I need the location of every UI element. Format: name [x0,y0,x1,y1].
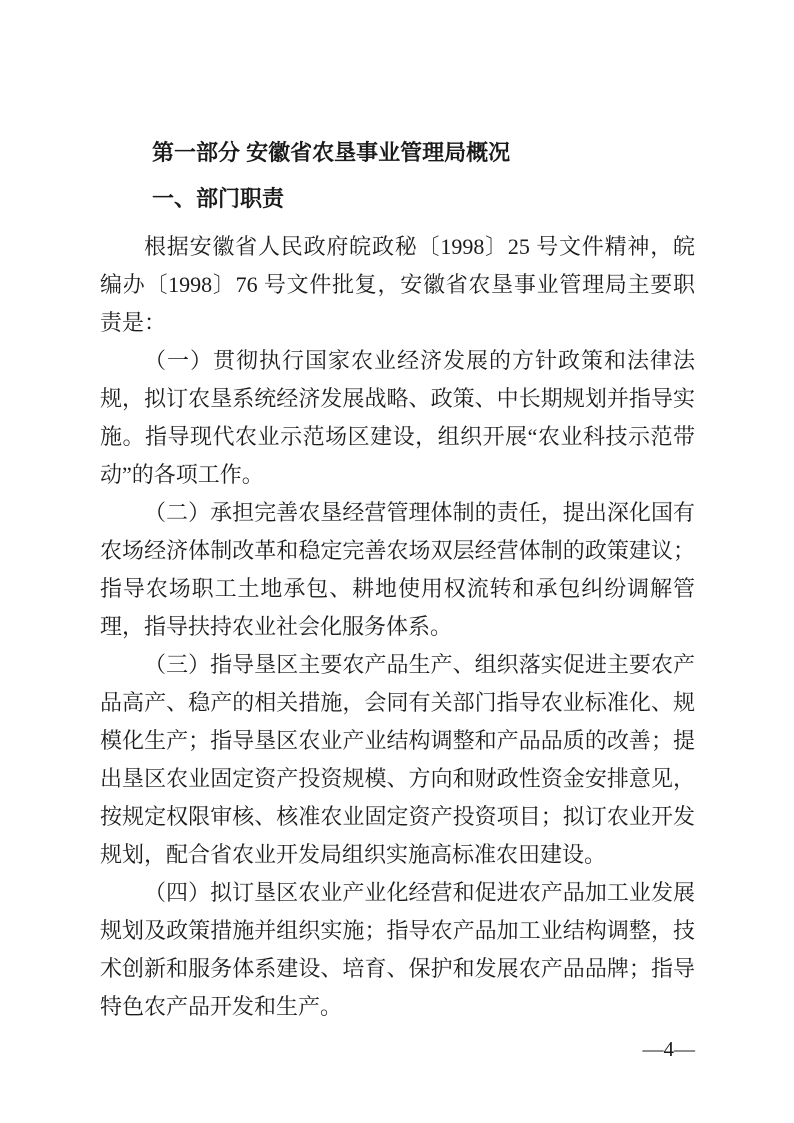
paragraph-duty-1: （一）贯彻执行国家农业经济发展的方针政策和法律法规，拟订农垦系统经济发展战略、政策、中长期规划并指导实施。指导现代农业示范场区建设，组织开展“农业科技示范带动”的各项工作。 [100,348,695,487]
document-title: 第一部分 安徽省农垦事业管理局概况 [152,140,511,165]
paragraph-duty-2: （二）承担完善农垦经营管理体制的责任，提出深化国有农场经济体制改革和稳定完善农场双层经营体制的政策建议；指导农场职工土地承包、耕地使用权流转和承包纠纷调解管理，指导扶持农业社会化服务体系。 [100,500,695,639]
page-number: —4— [642,1037,695,1061]
paragraph-duty-4: （四）拟订垦区农业产业化经营和促进农产品加工业发展规划及政策措施并组织实施；指导农产品加工业结构调整，技术创新和服务体系建设、培育、保护和发展农产品品牌；指导特色农产品开发和生产。 [100,880,695,1019]
document-body [100,228,695,1026]
section-heading: 一、部门职责 [152,186,285,211]
paragraph-duty-3: （三）指导垦区主要农产品生产、组织落实促进主要农产品高产、稳产的相关措施，会同有关部门指导农业标准化、规模化生产；指导垦区农业产业结构调整和产品品质的改善；提出垦区农业固定资产投资规模、方向和财政性资金安排意见，按规定权限审核、核准农业固定资产投资项目；拟订农业开发规划，配合省农业开发局组织实施高标准农田建设。 [100,652,695,867]
paragraph-intro: 根据安徽省人民政府皖政秘〔1998〕25 号文件精神，皖编办〔1998〕76 号文件批复，安徽省农垦事业管理局主要职责是： [100,234,695,335]
